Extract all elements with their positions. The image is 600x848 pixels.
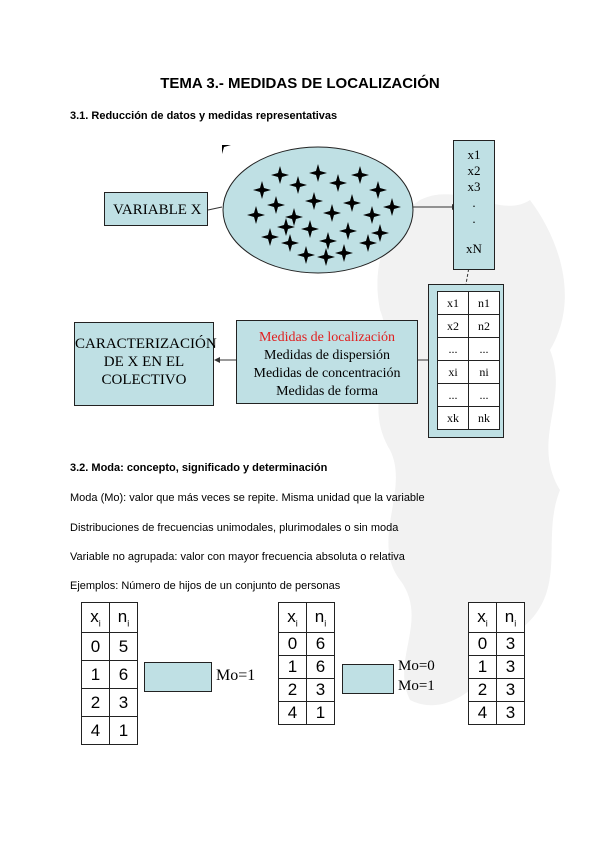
list-item: xN bbox=[466, 241, 482, 256]
star-icon bbox=[335, 244, 353, 262]
frequency-table bbox=[437, 291, 500, 430]
star-icon bbox=[339, 222, 357, 240]
value-list-box bbox=[453, 140, 495, 270]
table-row: 1 6 bbox=[82, 661, 138, 689]
star-icon bbox=[247, 206, 265, 224]
star-icon bbox=[317, 248, 335, 266]
table-row: x2 n2 bbox=[438, 315, 500, 338]
page-title: TEMA 3.- MEDIDAS DE LOCALIZACIÓN bbox=[160, 75, 440, 92]
table-row: 4 1 bbox=[279, 702, 335, 725]
example-table-3: $x_i$ $n_i$ 0 3 1 3 2 3 4 3 bbox=[468, 602, 525, 725]
star-icon bbox=[309, 164, 327, 182]
star-icon bbox=[267, 196, 285, 214]
paragraph: Moda (Mo): valor que más veces se repite. Misma unidad que la variable bbox=[70, 492, 425, 504]
table-row: 4 1 bbox=[82, 717, 138, 745]
table-row: 2 3 bbox=[469, 679, 525, 702]
caracterizacion-line: CARACTERIZACIÓN bbox=[75, 336, 217, 352]
list-item: x2 bbox=[467, 163, 481, 178]
variable-x-box bbox=[104, 192, 208, 226]
table-row: 4 3 bbox=[469, 702, 525, 725]
caracterizacion-line: DE X EN EL bbox=[103, 354, 185, 370]
section-heading-1: 3.1. Reducción de datos y medidas representativas bbox=[70, 110, 338, 122]
star-icon bbox=[369, 181, 387, 199]
list-item: . bbox=[472, 195, 476, 210]
star-icon bbox=[297, 246, 315, 264]
star-icon bbox=[359, 234, 377, 252]
paragraph: Variable no agrupada: valor con mayor frecuencia absoluta o relativa bbox=[70, 551, 405, 563]
paragraph: Ejemplos: Número de hijos de un conjunto de personas bbox=[70, 580, 341, 592]
star-icon bbox=[277, 218, 295, 236]
caracterizacion-box bbox=[74, 322, 217, 406]
table-row: xk nk bbox=[438, 407, 500, 430]
star-icon bbox=[261, 228, 279, 246]
table-row: 1 3 bbox=[469, 656, 525, 679]
star-icon bbox=[253, 181, 271, 199]
table-row: 0 3 bbox=[469, 633, 525, 656]
medida-localizacion: Medidas de localización bbox=[258, 330, 396, 345]
example-table-2: $x_i$ $n_i$ 0 6 1 6 2 3 4 1 bbox=[278, 602, 335, 725]
star-icon bbox=[285, 208, 303, 226]
table-row: xi ni bbox=[438, 361, 500, 384]
mode-result-1: Mo=1 bbox=[216, 667, 256, 684]
mode-result-2 bbox=[398, 656, 435, 696]
star-icon bbox=[351, 166, 369, 184]
table-row: ... ... bbox=[438, 338, 500, 361]
mode-box-2 bbox=[342, 664, 394, 694]
star-icon bbox=[301, 220, 319, 238]
table-row: ... ... bbox=[438, 384, 500, 407]
table-row: 0 5 bbox=[82, 633, 138, 661]
star-icon bbox=[363, 206, 381, 224]
variable-x-label: VARIABLE X bbox=[113, 202, 202, 218]
mode-value: Mo=0 bbox=[398, 658, 435, 674]
table-row: 2 3 bbox=[279, 679, 335, 702]
medida-dispersion: Medidas de dispersión bbox=[264, 348, 390, 363]
table-row: 2 3 bbox=[82, 689, 138, 717]
example-table-1: $x_i$ $n_i$ 0 5 1 6 2 3 4 1 bbox=[81, 602, 138, 745]
table-row: 1 6 bbox=[279, 656, 335, 679]
list-item: x1 bbox=[467, 147, 481, 162]
mode-value: Mo=1 bbox=[398, 678, 435, 694]
star-field bbox=[222, 145, 414, 275]
caracterizacion-line: COLECTIVO bbox=[101, 372, 187, 388]
list-item: x3 bbox=[467, 179, 481, 194]
star-icon bbox=[329, 174, 347, 192]
section-heading-2: 3.2. Moda: concepto, significado y determinación bbox=[70, 462, 328, 474]
medida-concentracion: Medidas de concentración bbox=[253, 366, 401, 381]
star-icon bbox=[281, 234, 299, 252]
star-icon bbox=[271, 166, 289, 184]
table-row: 0 6 bbox=[279, 633, 335, 656]
table-row: x1 n1 bbox=[438, 292, 500, 315]
star-icon bbox=[305, 192, 323, 210]
list-item: . bbox=[472, 211, 476, 226]
star-icon bbox=[383, 198, 401, 216]
medidas-box bbox=[236, 320, 418, 404]
star-icon bbox=[371, 224, 389, 242]
mode-box-1 bbox=[144, 662, 212, 692]
star-icon bbox=[319, 232, 337, 250]
medida-forma: Medidas de forma bbox=[276, 384, 378, 399]
star-icon bbox=[323, 204, 341, 222]
paragraph: Distribuciones de frecuencias unimodales, plurimodales o sin moda bbox=[70, 522, 399, 534]
star-icon bbox=[289, 176, 307, 194]
star-icon bbox=[343, 194, 361, 212]
frequency-box bbox=[428, 284, 504, 438]
